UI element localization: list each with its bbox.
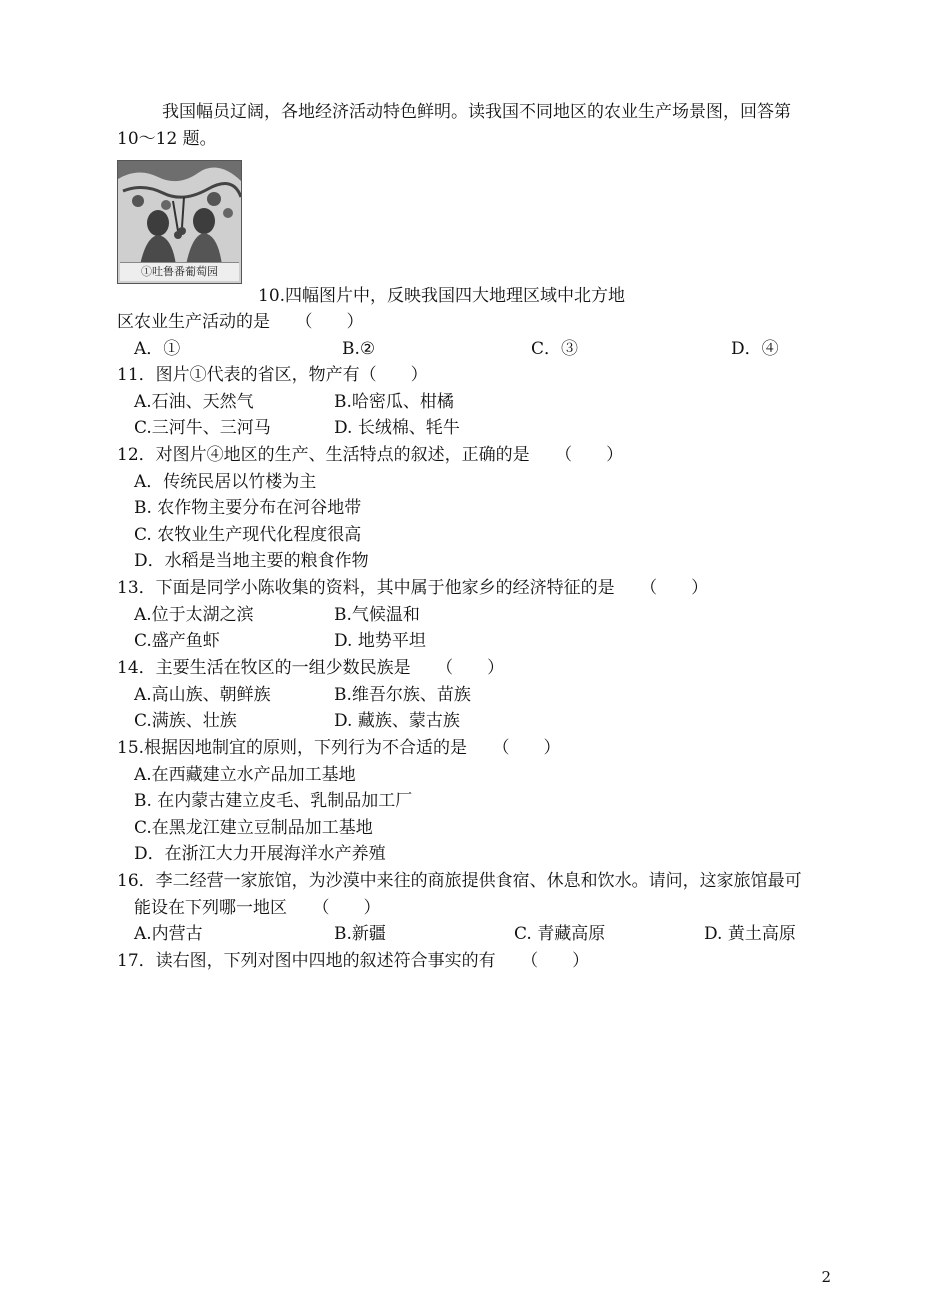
question-10-option-c: C．③ [531,339,579,359]
question-15-option-b: B. 在内蒙古建立皮毛、乳制品加工厂 [134,791,413,811]
question-13-option-d: D. 地势平坦 [334,631,426,651]
question-15-option-c: C.在黑龙江建立豆制品加工基地 [134,818,373,838]
question-10-line-2: 区农业生产活动的是 （ ） [117,312,364,332]
question-14-option-c: C.满族、壮族 [134,711,237,731]
question-16-option-b: B.新疆 [334,924,386,944]
question-16-option-d: D. 黄土高原 [704,924,796,944]
question-15-option-a: A.在西藏建立水产品加工基地 [134,765,356,785]
question-12-option-b: B. 农作物主要分布在河谷地带 [134,498,362,518]
question-13-option-b: B.气候温和 [334,605,420,625]
question-17-stem: 17．读右图，下列对图中四地的叙述符合事实的有 （ ） [117,951,590,971]
question-12-option-d: D．水稻是当地主要的粮食作物 [134,551,369,571]
question-11-option-b: B.哈密瓜、柑橘 [334,392,454,412]
question-11-option-a: A.石油、天然气 [134,392,254,412]
question-16-line-2: 能设在下列哪一地区 （ ） [134,898,381,918]
question-10-line-1: 10.四幅图片中，反映我国四大地理区域中北方地 [258,286,626,306]
question-14-option-d: D. 藏族、蒙古族 [334,711,460,731]
question-12-stem: 12．对图片④地区的生产、生活特点的叙述，正确的是 （ ） [117,445,624,465]
question-12-option-c: C. 农牧业生产现代化程度很高 [134,525,362,545]
question-14-option-a: A.高山族、朝鲜族 [134,685,271,705]
question-15-option-d: D．在浙江大力开展海洋水产养殖 [134,844,386,864]
page-number: 2 [821,1268,831,1286]
question-14-stem: 14．主要生活在牧区的一组少数民族是 （ ） [117,658,505,678]
question-14-option-b: B.维吾尔族、苗族 [334,685,471,705]
intro-line-1: 我国幅员辽阔，各地经济活动特色鲜明。读我国不同地区的农业生产场景图，回答第 [162,102,791,122]
turpan-vineyard-figure [117,160,242,284]
question-13-option-c: C.盛产鱼虾 [134,631,220,651]
question-16-option-c: C. 青藏高原 [514,924,606,944]
question-16-line-1: 16．李二经营一家旅馆，为沙漠中来往的商旅提供食宿、休息和饮水。请问，这家旅馆最可 [117,871,802,891]
question-10-option-b: B.② [342,339,376,359]
question-11-option-d: D. 长绒棉、牦牛 [334,418,460,438]
question-15-stem: 15.根据因地制宜的原则，下列行为不合适的是 （ ） [117,738,561,758]
question-13-option-a: A.位于太湖之滨 [134,605,254,625]
figure-caption: ①吐鲁番葡萄园 [120,262,239,281]
question-13-stem: 13．下面是同学小陈收集的资料，其中属于他家乡的经济特征的是 （ ） [117,578,709,598]
question-11-stem: 11．图片①代表的省区，物产有（ ） [117,365,428,385]
question-10-option-a: A．① [134,339,181,359]
question-10-option-d: D．④ [731,339,779,359]
question-12-option-a: A．传统民居以竹楼为主 [134,472,317,492]
intro-line-2: 10～12 题。 [117,129,217,149]
question-11-option-c: C.三河牛、三河马 [134,418,271,438]
question-16-option-a: A.内营古 [134,924,203,944]
